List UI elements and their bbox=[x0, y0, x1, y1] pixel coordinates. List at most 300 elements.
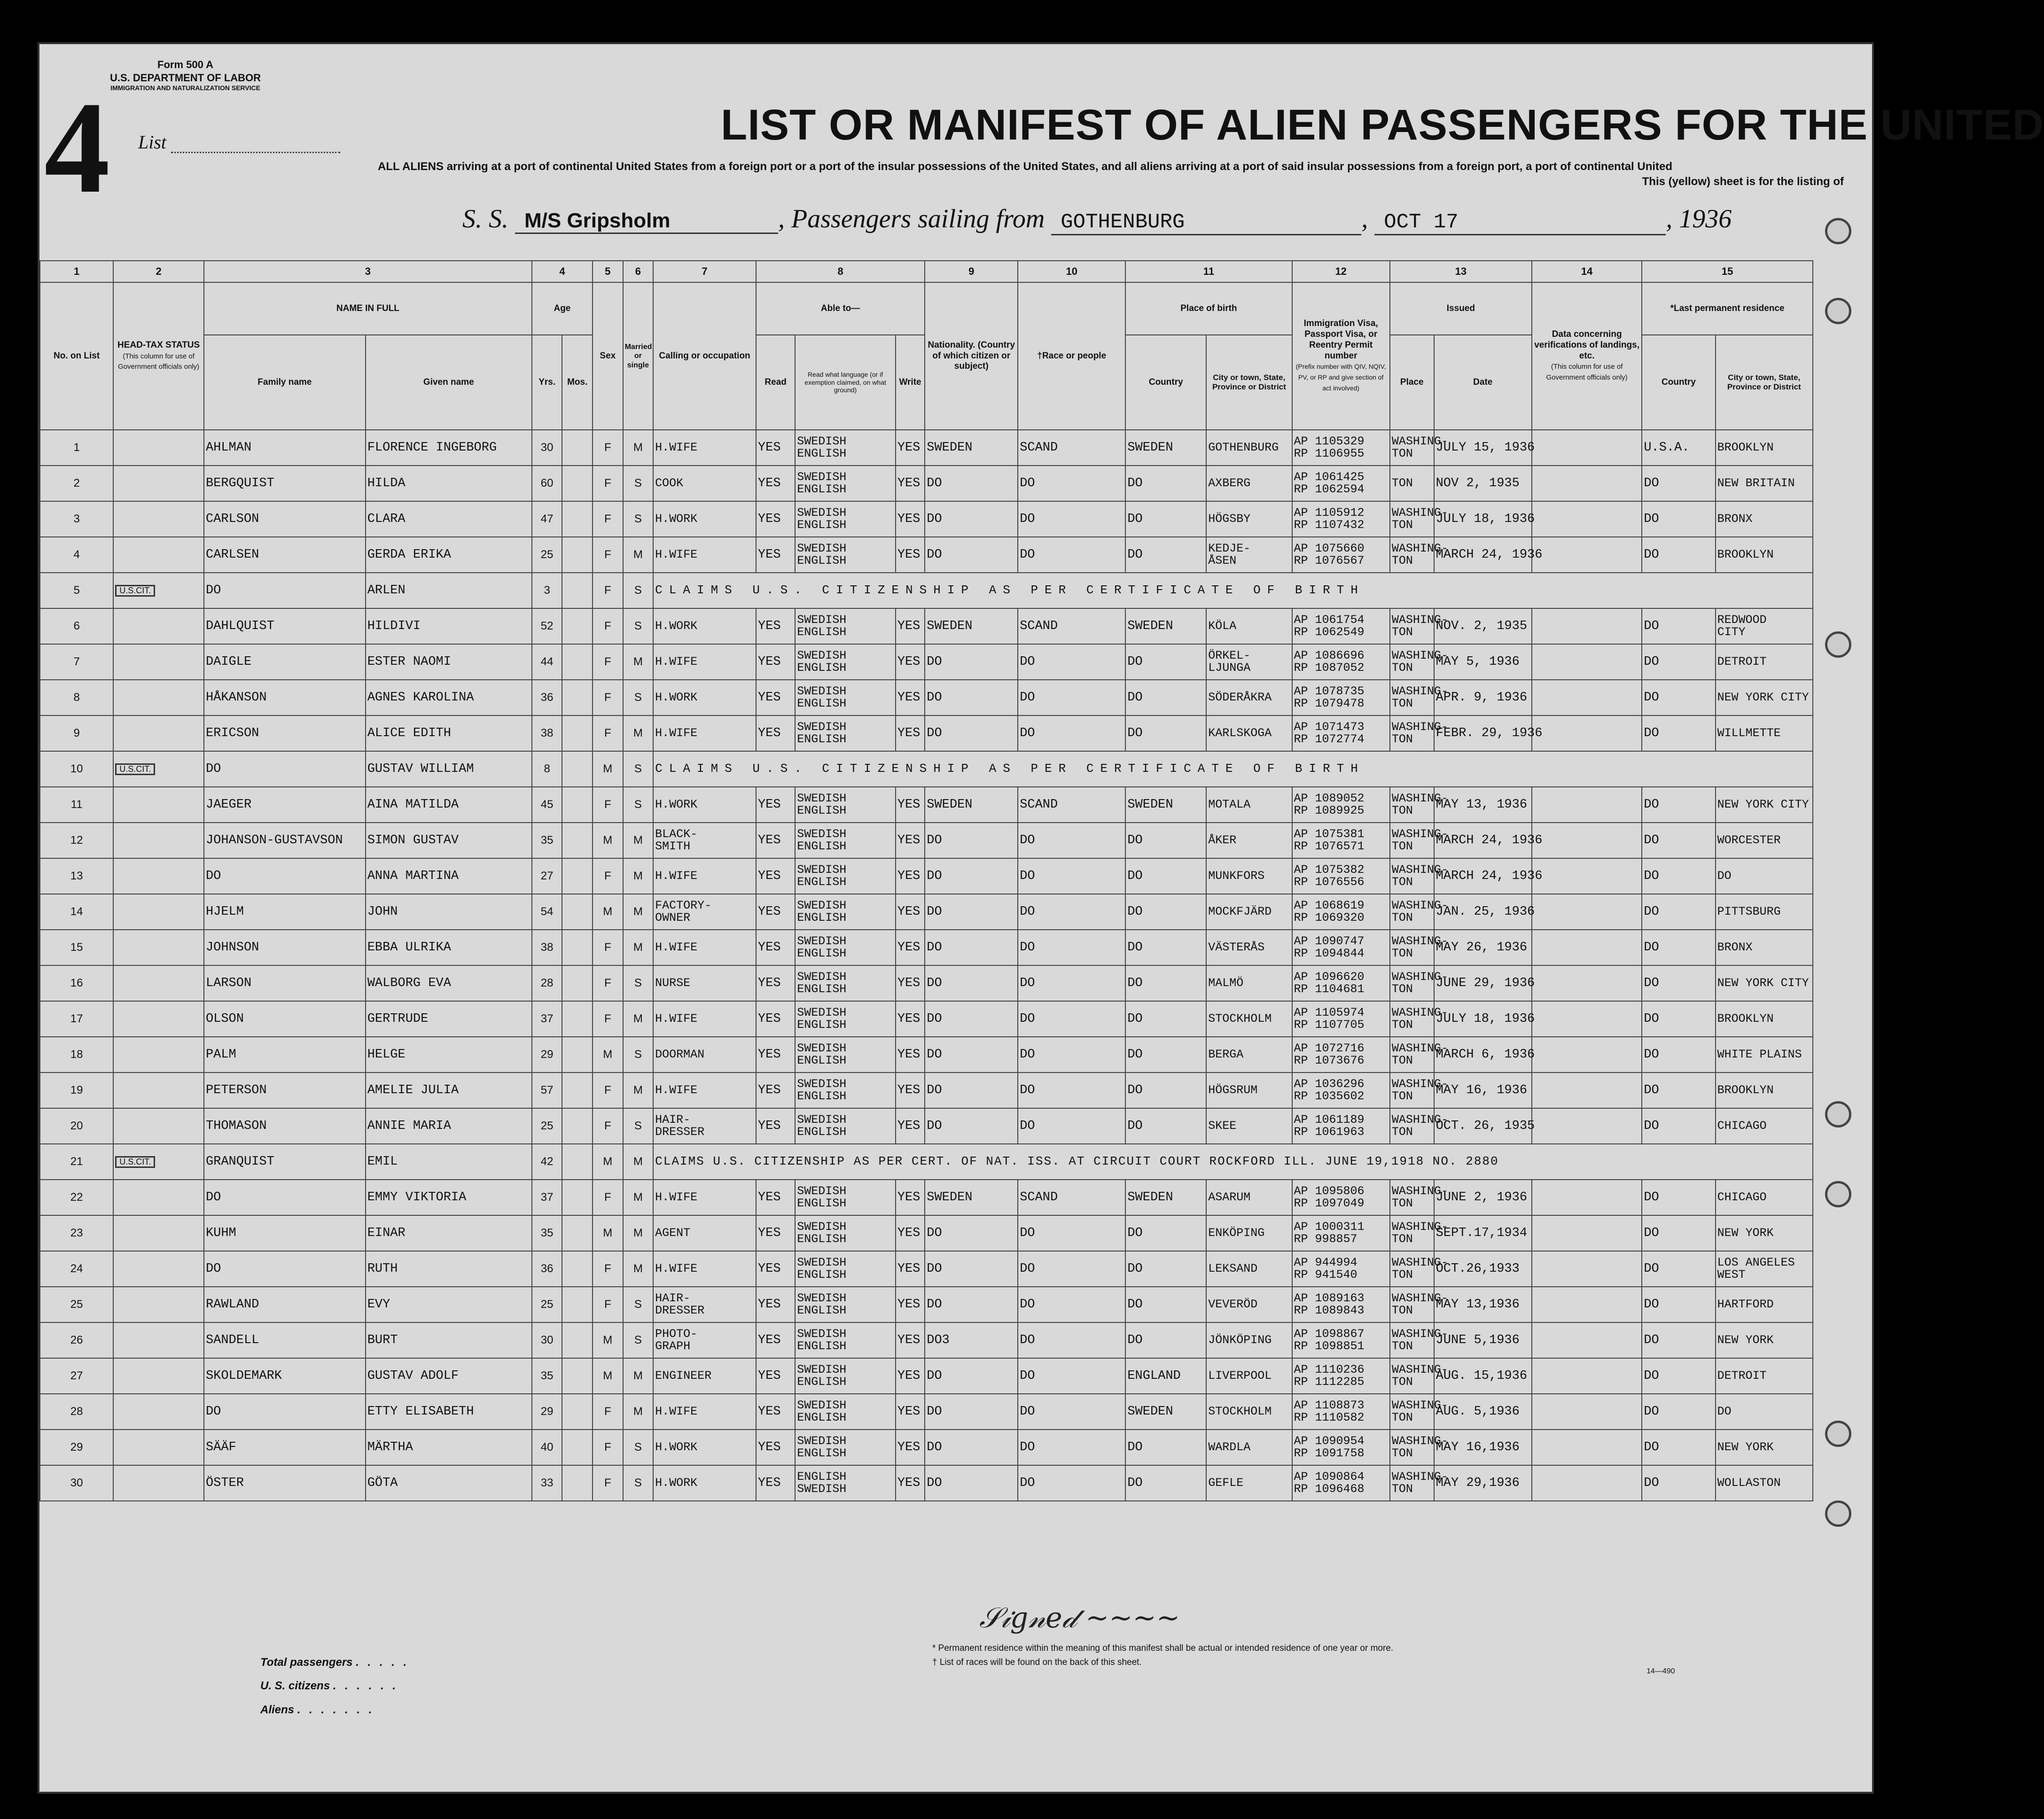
issued-place-line: TON bbox=[1391, 982, 1413, 996]
can-read: YES bbox=[756, 537, 795, 573]
issued-place-line: WASHING- bbox=[1391, 791, 1448, 805]
residence-city-line: NEW YORK bbox=[1717, 1333, 1774, 1347]
can-write: YES bbox=[896, 608, 925, 644]
birth-country: DO bbox=[1125, 930, 1206, 965]
row-number: 10 bbox=[40, 751, 113, 787]
visa-number bbox=[1292, 894, 1390, 930]
read-language bbox=[795, 1037, 896, 1073]
issued-date: NOV. 2, 1935 bbox=[1434, 608, 1532, 644]
visa-number-line: AP 1089163 bbox=[1294, 1291, 1365, 1305]
age-years: 38 bbox=[532, 930, 562, 965]
residence-city-line: REDWOOD bbox=[1717, 613, 1767, 627]
age-months bbox=[562, 680, 593, 715]
nationality: DO bbox=[925, 1073, 1018, 1108]
age-months bbox=[562, 430, 593, 466]
issued-place bbox=[1390, 1465, 1448, 1501]
family-name: JOHNSON bbox=[204, 930, 366, 965]
issued-place bbox=[1390, 858, 1448, 894]
head-tax-status bbox=[113, 1322, 204, 1358]
nationality: SWEDEN bbox=[925, 430, 1018, 466]
issued-place-line: WASHING- bbox=[1391, 1291, 1448, 1305]
birth-country: DO bbox=[1125, 1001, 1206, 1037]
read-language-line: ENGLISH bbox=[797, 1089, 847, 1103]
can-write: YES bbox=[896, 501, 925, 537]
marital-status: S bbox=[623, 501, 654, 537]
read-language-line: ENGLISH bbox=[797, 1411, 847, 1424]
residence-country: DO bbox=[1642, 715, 1715, 751]
issued-place-line: WASHING- bbox=[1391, 934, 1448, 948]
occupation-line: H.WIFE bbox=[655, 726, 698, 740]
birth-country: DO bbox=[1125, 537, 1206, 573]
sailing-label: Passengers sailing from bbox=[791, 204, 1045, 233]
verification-data bbox=[1532, 1394, 1642, 1430]
marital-status: M bbox=[623, 1251, 654, 1287]
nationality: DO bbox=[925, 823, 1018, 858]
sex: F bbox=[593, 573, 623, 608]
row-number: 20 bbox=[40, 1108, 113, 1144]
family-name: CARLSON bbox=[204, 501, 366, 537]
birth-city-line: WARDLA bbox=[1208, 1440, 1251, 1454]
read-language-line: ENGLISH bbox=[797, 661, 847, 675]
read-language bbox=[795, 608, 896, 644]
visa-number bbox=[1292, 823, 1390, 858]
residence-country: DO bbox=[1642, 787, 1715, 823]
read-language-line: ENGLISH bbox=[797, 840, 847, 853]
row-number: 22 bbox=[40, 1180, 113, 1215]
birth-city bbox=[1206, 823, 1292, 858]
col-issued: Issued bbox=[1390, 282, 1532, 335]
issued-date: MARCH 6, 1936 bbox=[1434, 1037, 1532, 1073]
sex: F bbox=[593, 930, 623, 965]
head-tax-status bbox=[113, 644, 204, 680]
occupation-line: FACTORY- bbox=[655, 898, 712, 912]
occupation bbox=[653, 1358, 756, 1394]
visa-number-line: RP 1076556 bbox=[1294, 875, 1365, 889]
residence-city-line: NEW YORK bbox=[1717, 1440, 1774, 1454]
col-visa: Immigration Visa, Passport Visa, or Reentry Permit number (Prefix number with QIV, NQIV, PV, or RP and give section of act involved) bbox=[1292, 282, 1390, 430]
age-years: 37 bbox=[532, 1001, 562, 1037]
passenger-row bbox=[40, 466, 1813, 501]
read-language-line: SWEDISH bbox=[797, 648, 847, 662]
head-tax-status bbox=[113, 608, 204, 644]
race: DO bbox=[1018, 537, 1125, 573]
occupation-line: GRAPH bbox=[655, 1339, 691, 1353]
head-tax-status bbox=[113, 715, 204, 751]
birth-city-line: MOTALA bbox=[1208, 797, 1251, 811]
birth-country: DO bbox=[1125, 501, 1206, 537]
age-months bbox=[562, 1394, 593, 1430]
can-write: YES bbox=[896, 1287, 925, 1322]
occupation bbox=[653, 1108, 756, 1144]
issued-place-line: WASHING- bbox=[1391, 613, 1448, 627]
issued-place bbox=[1390, 1322, 1448, 1358]
read-language bbox=[795, 430, 896, 466]
visa-number bbox=[1292, 1322, 1390, 1358]
marital-status: M bbox=[623, 1215, 654, 1251]
row-number: 24 bbox=[40, 1251, 113, 1287]
read-language-line: SWEDISH bbox=[797, 1291, 847, 1305]
issued-place-line: WASHING- bbox=[1391, 434, 1448, 448]
col-yrs: Yrs. bbox=[532, 335, 562, 430]
residence-city-line: DO bbox=[1717, 869, 1732, 883]
read-language-line: ENGLISH bbox=[797, 482, 847, 496]
issued-place-line: TON bbox=[1391, 554, 1413, 567]
passenger-row bbox=[40, 1430, 1813, 1465]
can-read: YES bbox=[756, 1073, 795, 1108]
sex: F bbox=[593, 608, 623, 644]
occupation-line: H.WIFE bbox=[655, 440, 698, 454]
passenger-row bbox=[40, 965, 1813, 1001]
given-name: GUSTAV WILLIAM bbox=[366, 751, 532, 787]
row-number: 17 bbox=[40, 1001, 113, 1037]
residence-country: DO bbox=[1642, 1251, 1715, 1287]
read-language-line: SWEDISH bbox=[797, 827, 847, 841]
occupation-line: DRESSER bbox=[655, 1304, 705, 1317]
residence-country: DO bbox=[1642, 644, 1715, 680]
family-name: JOHANSON-GUSTAVSON bbox=[204, 823, 366, 858]
birth-country: SWEDEN bbox=[1125, 1394, 1206, 1430]
occupation bbox=[653, 537, 756, 573]
passenger-row bbox=[40, 715, 1813, 751]
can-write: YES bbox=[896, 644, 925, 680]
sex: F bbox=[593, 1001, 623, 1037]
occupation-line: H.WIFE bbox=[655, 1011, 698, 1026]
read-language-line: ENGLISH bbox=[797, 1339, 847, 1353]
read-language-line: SWEDISH bbox=[797, 791, 847, 805]
marital-status: S bbox=[623, 1037, 654, 1073]
age-months bbox=[562, 965, 593, 1001]
residence-city-line: BRONX bbox=[1717, 940, 1753, 954]
birth-city bbox=[1206, 680, 1292, 715]
age-months bbox=[562, 608, 593, 644]
read-language-line: SWEDISH bbox=[797, 1184, 847, 1198]
birth-country: DO bbox=[1125, 1322, 1206, 1358]
birth-city-line: ENKÖPING bbox=[1208, 1226, 1265, 1240]
row-number: 13 bbox=[40, 858, 113, 894]
birth-city-line: JÖNKÖPING bbox=[1208, 1333, 1272, 1347]
head-tax-status bbox=[113, 965, 204, 1001]
birth-city bbox=[1206, 1108, 1292, 1144]
issued-place-line: WASHING- bbox=[1391, 720, 1448, 734]
head-tax-status bbox=[113, 1144, 204, 1180]
issued-place-line: WASHING- bbox=[1391, 970, 1448, 984]
given-name: MÄRTHA bbox=[366, 1430, 532, 1465]
can-write: YES bbox=[896, 715, 925, 751]
read-language-line: ENGLISH bbox=[797, 1125, 847, 1139]
visa-number-line: AP 1105974 bbox=[1294, 1005, 1365, 1019]
birth-city bbox=[1206, 1430, 1292, 1465]
col-nationality: Nationality. (Country of which citizen or subject) bbox=[925, 282, 1018, 430]
sex: F bbox=[593, 1180, 623, 1215]
occupation-line: BLACK- bbox=[655, 827, 698, 841]
read-language-line: ENGLISH bbox=[797, 447, 847, 460]
departure-port: GOTHENBURG bbox=[1051, 210, 1361, 235]
age-years: 52 bbox=[532, 608, 562, 644]
residence-city-line: CHICAGO bbox=[1717, 1119, 1767, 1133]
visa-number-line: AP 1090747 bbox=[1294, 934, 1365, 948]
form-number: Form 500 A bbox=[157, 59, 214, 70]
verification-data bbox=[1532, 537, 1642, 573]
race: DO bbox=[1018, 1037, 1125, 1073]
issued-date: AUG. 15,1936 bbox=[1434, 1358, 1532, 1394]
race: DO bbox=[1018, 1073, 1125, 1108]
family-name: CARLSEN bbox=[204, 537, 366, 573]
residence-city bbox=[1716, 501, 1813, 537]
visa-number-line: RP 1062594 bbox=[1294, 482, 1365, 496]
visa-number bbox=[1292, 680, 1390, 715]
residence-city bbox=[1716, 823, 1813, 858]
age-years: 57 bbox=[532, 1073, 562, 1108]
issued-place-line: TON bbox=[1391, 1125, 1413, 1139]
list-label: List bbox=[138, 132, 167, 153]
age-years: 30 bbox=[532, 1322, 562, 1358]
nationality: DO bbox=[925, 1430, 1018, 1465]
verification-data bbox=[1532, 1180, 1642, 1215]
visa-number-line: AP 1089052 bbox=[1294, 791, 1365, 805]
occupation bbox=[653, 1287, 756, 1322]
sex: M bbox=[593, 1215, 623, 1251]
residence-city bbox=[1716, 1287, 1813, 1322]
verification-data bbox=[1532, 715, 1642, 751]
residence-city bbox=[1716, 715, 1813, 751]
family-name: AHLMAN bbox=[204, 430, 366, 466]
occupation-line: NURSE bbox=[655, 976, 691, 990]
residence-city bbox=[1716, 1037, 1813, 1073]
read-language bbox=[795, 466, 896, 501]
issued-place bbox=[1390, 1108, 1448, 1144]
verification-data bbox=[1532, 965, 1642, 1001]
occupation bbox=[653, 1322, 756, 1358]
birth-country: DO bbox=[1125, 680, 1206, 715]
read-language-line: ENGLISH bbox=[797, 1232, 847, 1246]
visa-number bbox=[1292, 965, 1390, 1001]
read-language bbox=[795, 680, 896, 715]
residence-city-line: NEW YORK CITY bbox=[1717, 797, 1809, 811]
verification-data bbox=[1532, 858, 1642, 894]
birth-city bbox=[1206, 1394, 1292, 1430]
given-name: ANNIE MARIA bbox=[366, 1108, 532, 1144]
issued-date: JULY 18, 1936 bbox=[1434, 501, 1532, 537]
sex: F bbox=[593, 680, 623, 715]
can-write: YES bbox=[896, 1430, 925, 1465]
ship-name: M/S Gripsholm bbox=[515, 209, 778, 234]
col-married: Married or single bbox=[623, 282, 654, 430]
residence-city-line: CITY bbox=[1717, 625, 1746, 639]
occupation bbox=[653, 930, 756, 965]
given-name: ANNA MARTINA bbox=[366, 858, 532, 894]
sex: M bbox=[593, 1322, 623, 1358]
age-months bbox=[562, 751, 593, 787]
visa-number bbox=[1292, 1465, 1390, 1501]
sex: F bbox=[593, 644, 623, 680]
occupation bbox=[653, 715, 756, 751]
occupation-line: DOORMAN bbox=[655, 1047, 705, 1061]
can-write: YES bbox=[896, 1037, 925, 1073]
residence-country: DO bbox=[1642, 1001, 1715, 1037]
head-tax-status bbox=[113, 1394, 204, 1430]
issued-date: APR. 9, 1936 bbox=[1434, 680, 1532, 715]
col-last-residence: *Last permanent residence bbox=[1642, 282, 1813, 335]
occupation bbox=[653, 1251, 756, 1287]
head-tax-status bbox=[113, 573, 204, 608]
read-language bbox=[795, 1287, 896, 1322]
visa-number bbox=[1292, 1108, 1390, 1144]
citizenship-claim: CLAIMS U.S. CITIZENSHIP AS PER CERTIFICATE OF BIRTH bbox=[653, 751, 1813, 787]
passenger-row bbox=[40, 1465, 1813, 1501]
head-tax-status bbox=[113, 1251, 204, 1287]
marital-status: M bbox=[623, 1180, 654, 1215]
issued-place-line: TON bbox=[1391, 661, 1413, 675]
issued-place-line: TON bbox=[1391, 911, 1413, 925]
passenger-row bbox=[40, 930, 1813, 965]
visa-number-line: RP 1098851 bbox=[1294, 1339, 1365, 1353]
birth-city bbox=[1206, 466, 1292, 501]
issued-place-line: TON bbox=[1391, 732, 1413, 746]
col-calling: Calling or occupation bbox=[653, 282, 756, 430]
occupation bbox=[653, 430, 756, 466]
read-language-line: ENGLISH bbox=[797, 554, 847, 567]
can-write: YES bbox=[896, 894, 925, 930]
age-years: 8 bbox=[532, 751, 562, 787]
issued-place-line: TON bbox=[1391, 1232, 1413, 1246]
issued-date: OCT.26,1933 bbox=[1434, 1251, 1532, 1287]
read-language-line: ENGLISH bbox=[797, 1469, 847, 1484]
given-name: GUSTAV ADOLF bbox=[366, 1358, 532, 1394]
read-language-line: ENGLISH bbox=[797, 625, 847, 639]
marital-status: M bbox=[623, 1144, 654, 1180]
occupation-line: H.WORK bbox=[655, 1440, 698, 1454]
occupation-line: H.WIFE bbox=[655, 547, 698, 561]
family-name: SÄÄF bbox=[204, 1430, 366, 1465]
race: DO bbox=[1018, 894, 1125, 930]
visa-number bbox=[1292, 501, 1390, 537]
issued-place-line: WASHING- bbox=[1391, 1220, 1448, 1234]
given-name: ALICE EDITH bbox=[366, 715, 532, 751]
issued-place bbox=[1390, 501, 1448, 537]
can-read: YES bbox=[756, 1215, 795, 1251]
occupation-line: H.WIFE bbox=[655, 940, 698, 954]
age-years: 37 bbox=[532, 1180, 562, 1215]
nationality: SWEDEN bbox=[925, 787, 1018, 823]
residence-country: DO bbox=[1642, 537, 1715, 573]
head-tax-status bbox=[113, 1287, 204, 1322]
can-write: YES bbox=[896, 787, 925, 823]
row-number: 8 bbox=[40, 680, 113, 715]
verification-data bbox=[1532, 1073, 1642, 1108]
issued-place-line: TON bbox=[1391, 875, 1413, 889]
age-months bbox=[562, 823, 593, 858]
occupation-line: H.WORK bbox=[655, 619, 698, 633]
marital-status: M bbox=[623, 823, 654, 858]
residence-country: DO bbox=[1642, 608, 1715, 644]
col-name-in-full: NAME IN FULL bbox=[204, 282, 532, 335]
verification-data bbox=[1532, 466, 1642, 501]
head-tax-status bbox=[113, 1108, 204, 1144]
residence-city-line: NEW YORK CITY bbox=[1717, 976, 1809, 990]
read-language-line: SWEDISH bbox=[797, 970, 847, 984]
read-language-line: ENGLISH bbox=[797, 1304, 847, 1317]
issued-place-line: TON bbox=[1391, 1375, 1413, 1389]
list-number: 4 bbox=[44, 74, 110, 220]
age-years: 44 bbox=[532, 644, 562, 680]
visa-number-line: AP 944994 bbox=[1294, 1255, 1357, 1269]
age-months bbox=[562, 1251, 593, 1287]
row-number: 2 bbox=[40, 466, 113, 501]
can-read: YES bbox=[756, 715, 795, 751]
can-write: YES bbox=[896, 430, 925, 466]
row-number: 29 bbox=[40, 1430, 113, 1465]
visa-number-line: RP 1076571 bbox=[1294, 840, 1365, 853]
visa-number bbox=[1292, 930, 1390, 965]
birth-city-line: STOCKHOLM bbox=[1208, 1011, 1272, 1026]
visa-number bbox=[1292, 430, 1390, 466]
age-years: 60 bbox=[532, 466, 562, 501]
sex: F bbox=[593, 858, 623, 894]
verification-data bbox=[1532, 1108, 1642, 1144]
footnote-residence: * Permanent residence within the meaning of this manifest shall be actual or intended residence of one year or more. bbox=[932, 1643, 1394, 1653]
sailing-date: OCT 17 bbox=[1374, 210, 1666, 235]
residence-country: DO bbox=[1642, 930, 1715, 965]
given-name: CLARA bbox=[366, 501, 532, 537]
col-issued-date: Date bbox=[1434, 335, 1532, 430]
col-mos: Mos. bbox=[562, 335, 593, 430]
race: SCAND bbox=[1018, 430, 1125, 466]
visa-number-line: AP 1078735 bbox=[1294, 684, 1365, 698]
family-name: ÖSTER bbox=[204, 1465, 366, 1501]
issued-date: JUNE 2, 1936 bbox=[1434, 1180, 1532, 1215]
birth-city-line: STOCKHOLM bbox=[1208, 1404, 1272, 1418]
issued-place bbox=[1390, 787, 1448, 823]
age-years: 36 bbox=[532, 680, 562, 715]
age-years: 29 bbox=[532, 1394, 562, 1430]
race: SCAND bbox=[1018, 1180, 1125, 1215]
birth-city bbox=[1206, 894, 1292, 930]
visa-number-line: RP 1035602 bbox=[1294, 1089, 1365, 1103]
age-years: 35 bbox=[532, 823, 562, 858]
header-row-1 bbox=[40, 282, 1813, 335]
passenger-row bbox=[40, 894, 1813, 930]
visa-number-line: RP 1107432 bbox=[1294, 518, 1365, 532]
age-years: 35 bbox=[532, 1215, 562, 1251]
read-language bbox=[795, 644, 896, 680]
occupation-line: H.WORK bbox=[655, 1476, 698, 1490]
issued-place-line: WASHING- bbox=[1391, 1005, 1448, 1019]
read-language-line: ENGLISH bbox=[797, 804, 847, 817]
visa-number bbox=[1292, 1180, 1390, 1215]
read-language-line: SWEDISH bbox=[797, 434, 847, 448]
occupation bbox=[653, 823, 756, 858]
birth-city-line: ÖRKEL- bbox=[1208, 648, 1251, 662]
row-number: 30 bbox=[40, 1465, 113, 1501]
marital-status: S bbox=[623, 1465, 654, 1501]
issued-place bbox=[1390, 1394, 1448, 1430]
visa-number-line: AP 1090954 bbox=[1294, 1434, 1365, 1448]
visa-number-line: AP 1061425 bbox=[1294, 470, 1365, 484]
verification-data bbox=[1532, 1037, 1642, 1073]
birth-city bbox=[1206, 1215, 1292, 1251]
footer-totals: Total passengers . . . . . U. S. citizens . . . . . . Aliens . . . . . . . bbox=[260, 1656, 410, 1716]
age-months bbox=[562, 501, 593, 537]
can-read: YES bbox=[756, 680, 795, 715]
family-name: ERICSON bbox=[204, 715, 366, 751]
can-read: YES bbox=[756, 608, 795, 644]
age-months bbox=[562, 1180, 593, 1215]
nationality: DO bbox=[925, 965, 1018, 1001]
row-number: 3 bbox=[40, 501, 113, 537]
read-language bbox=[795, 1394, 896, 1430]
residence-country: DO bbox=[1642, 1430, 1715, 1465]
issued-date: MAY 16,1936 bbox=[1434, 1430, 1532, 1465]
